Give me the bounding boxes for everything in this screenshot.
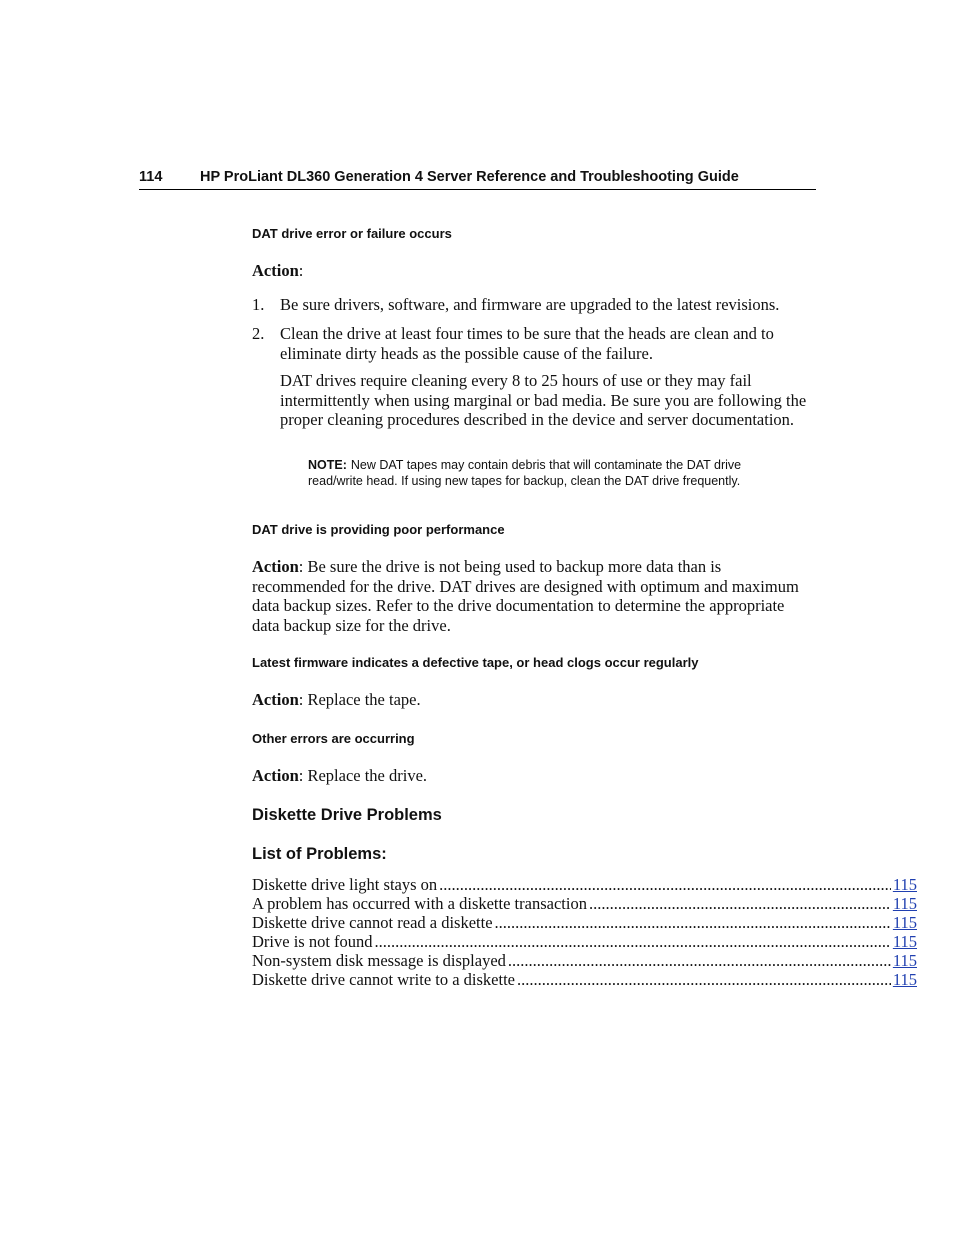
heading-firmware-tape: Latest firmware indicates a defective tape, or head clogs occur regularly xyxy=(252,655,699,670)
toc-page-link[interactable]: 115 xyxy=(892,913,917,932)
step-number: 2. xyxy=(252,324,265,343)
toc-page-link[interactable]: 115 xyxy=(892,875,917,894)
heading-list-of-problems: List of Problems: xyxy=(252,845,387,863)
toc-row xyxy=(252,913,917,932)
cleaning-paragraph: DAT drives require cleaning every 8 to 25 hours of use or they may fail intermittently when using marginal or bad media. Be sure you are following the proper cleaning procedures described in the device and server documentation. xyxy=(280,371,807,429)
note-box xyxy=(308,457,748,489)
toc-page-link[interactable]: 115 xyxy=(892,894,917,913)
page-number: 114 xyxy=(139,169,163,185)
note-text: New DAT tapes may contain debris that will contaminate the DAT drive read/write head. If using new tapes for backup, clean the DAT drive frequently. xyxy=(308,458,742,488)
action-label: Action xyxy=(252,766,299,785)
action-label: Action xyxy=(252,261,299,280)
step-number: 1. xyxy=(252,295,265,314)
step-text: Clean the drive at least four times to be sure that the heads are clean and to eliminate dirty heads as the possible cause of the failure. xyxy=(280,324,774,363)
action-line-other xyxy=(252,766,427,786)
action-colon: : xyxy=(298,261,304,280)
toc-row xyxy=(252,894,917,913)
toc-entry-text: Diskette drive cannot read a diskette xyxy=(252,913,493,932)
toc-leader-dots xyxy=(508,951,891,970)
toc-page-link[interactable]: 115 xyxy=(892,932,917,951)
toc-leader-dots xyxy=(495,913,891,932)
toc-entry-text: Non-system disk message is displayed xyxy=(252,951,506,970)
action-line-dat-error xyxy=(252,261,303,281)
heading-dat-error: DAT drive error or failure occurs xyxy=(252,226,452,241)
running-header xyxy=(139,168,816,190)
action-line-firmware xyxy=(252,690,421,710)
heading-other-errors: Other errors are occurring xyxy=(252,731,415,746)
action-text: : Be sure the drive is not being used to backup more data than is recommended for the drive. DAT drives are designed with optimum and maximum data backup sizes. Refer to the drive documentation to determine the appropriate data backup size for the drive. xyxy=(252,557,799,635)
action-text: : Replace the drive. xyxy=(298,766,428,785)
toc-entry-text: Drive is not found xyxy=(252,932,373,951)
heading-diskette-problems: Diskette Drive Problems xyxy=(252,806,442,824)
toc-row xyxy=(252,932,917,951)
toc-entry-text: Diskette drive cannot write to a diskette xyxy=(252,970,516,989)
toc-leader-dots xyxy=(375,932,891,951)
document-title: HP ProLiant DL360 Generation 4 Server Reference and Troubleshooting Guide xyxy=(200,169,739,185)
action-label: Action xyxy=(252,690,299,709)
problem-toc xyxy=(252,875,917,989)
toc-row xyxy=(252,951,917,970)
toc-row xyxy=(252,970,917,989)
toc-leader-dots xyxy=(517,970,891,989)
toc-page-link[interactable]: 115 xyxy=(892,951,917,970)
toc-leader-dots xyxy=(439,875,891,894)
action-paragraph-performance xyxy=(252,557,808,635)
note-label: NOTE: xyxy=(308,458,347,472)
step-text: Be sure drivers, software, and firmware are upgraded to the latest revisions. xyxy=(280,295,780,314)
toc-entry-text: A problem has occurred with a diskette transaction xyxy=(252,894,587,913)
heading-dat-performance: DAT drive is providing poor performance xyxy=(252,522,505,537)
toc-leader-dots xyxy=(589,894,891,913)
toc-entry-text: Diskette drive light stays on xyxy=(252,875,438,894)
toc-page-link[interactable]: 115 xyxy=(892,970,917,989)
action-label: Action xyxy=(252,557,299,576)
action-text: : Replace the tape. xyxy=(298,690,421,709)
toc-row xyxy=(252,875,917,894)
